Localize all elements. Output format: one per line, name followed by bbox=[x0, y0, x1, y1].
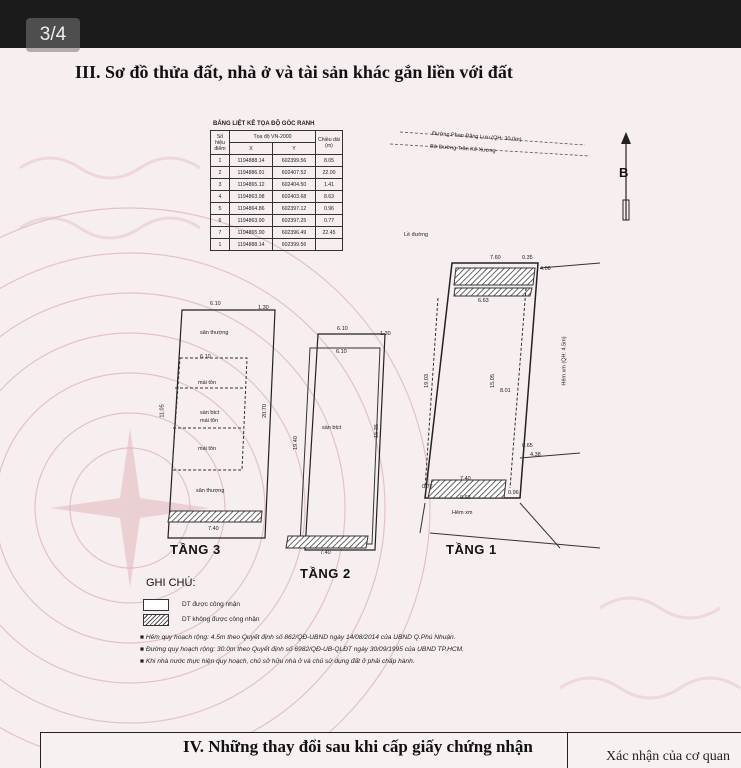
dim-label: 6.10 bbox=[336, 349, 347, 355]
cell: 602396.49 bbox=[273, 227, 316, 239]
cell: 1194863.98 bbox=[230, 191, 273, 203]
cell: 3 bbox=[211, 179, 230, 191]
cell: 602399.56 bbox=[273, 239, 316, 251]
cell: 602404.50 bbox=[273, 179, 316, 191]
dim-label: 6.63 bbox=[460, 495, 471, 501]
dim-label: 6.10 bbox=[210, 301, 221, 307]
cell: 1194888.14 bbox=[230, 239, 273, 251]
dim-label: 4.38 bbox=[530, 452, 541, 458]
cell: 5 bbox=[211, 203, 230, 215]
floor-1-label: TẦNG 1 bbox=[446, 542, 497, 557]
floor-2-plan bbox=[286, 334, 385, 550]
room-label: sàn btct bbox=[200, 410, 220, 416]
note-text: Khi nhà nước thực hiện quy hoạch, chủ sở hữu nhà ở và chủ sử dụng đất ở phải chấp hành. bbox=[145, 658, 415, 665]
dim-label: 1.30 bbox=[380, 331, 391, 337]
section-4-right-cell bbox=[567, 733, 741, 768]
legend-swatch-recognized bbox=[143, 599, 169, 611]
cell: 2 bbox=[211, 167, 230, 179]
road-label-tran-ke-xuong: Bờ Đường Trần Kế Xương bbox=[429, 143, 496, 155]
cell: 0.96 bbox=[316, 203, 343, 215]
legend-title: GHI CHÚ: bbox=[146, 577, 196, 589]
coord-table-title: BẢNG LIỆT KÊ TỌA ĐỘ GÓC RANH bbox=[213, 121, 315, 127]
cell: 1.41 bbox=[316, 179, 343, 191]
room-label: mái tôn bbox=[198, 446, 217, 452]
page-counter: 3/4 bbox=[26, 18, 80, 52]
cell: 602403.68 bbox=[273, 191, 316, 203]
dim-label: 6.10 bbox=[200, 354, 211, 360]
road-label-phan-dang-luu: Đường Phan Đăng Lưu (QH: 30.0m) bbox=[431, 130, 522, 144]
cell: 1 bbox=[211, 155, 230, 167]
room-label: sân thượng bbox=[200, 330, 229, 336]
floor-1-plan bbox=[420, 263, 600, 548]
cell: 8.05 bbox=[316, 155, 343, 167]
note-text: Đường quy hoạch rộng: 30.0m theo Quyết định số 6982/QĐ-UB-QLĐT ngày 30/09/1995 của UBND TP.HCM. bbox=[145, 646, 464, 653]
road-label-hem-right: Hẻm xm (QH: 4.5m) bbox=[561, 336, 568, 386]
dim-label: 19.40 bbox=[292, 436, 299, 450]
cell: 1194865.90 bbox=[230, 227, 273, 239]
cell: 0.77 bbox=[316, 215, 343, 227]
cell: 4 bbox=[211, 191, 230, 203]
dim-label: 0.77 bbox=[422, 484, 433, 490]
room-label: mái tôn bbox=[198, 380, 217, 386]
road-label-hem-bottom: Hẻm xm bbox=[452, 510, 473, 516]
cell: 602407.52 bbox=[273, 167, 316, 179]
certificate-page bbox=[0, 48, 741, 768]
dim-label: 20.70 bbox=[261, 404, 268, 418]
dim-label: 7.40 bbox=[460, 476, 471, 482]
header-coords: Tọa độ VN-2000 bbox=[230, 131, 316, 143]
dim-label: 6.63 bbox=[478, 298, 489, 304]
dim-label: 7.40 bbox=[208, 526, 219, 532]
floor-3-plan bbox=[168, 310, 275, 538]
dim-label: 15.05 bbox=[489, 374, 496, 388]
cell: 7 bbox=[211, 227, 230, 239]
header-x: X bbox=[230, 143, 273, 155]
header-y: Y bbox=[273, 143, 316, 155]
floor-3-label: TẦNG 3 bbox=[170, 542, 221, 557]
dim-label: 1.30 bbox=[258, 305, 269, 311]
floor-2-label: TẦNG 2 bbox=[300, 566, 351, 581]
dim-label: 4.06 bbox=[540, 266, 551, 272]
header-length: Chiều dài (m) bbox=[316, 131, 343, 155]
section-4-title: IV. Những thay đổi sau khi cấp giấy chứng nhận bbox=[183, 737, 533, 756]
road-label-le-duong: Lề đường bbox=[404, 232, 429, 238]
dim-label: 7.40 bbox=[320, 550, 331, 556]
cell: 22.45 bbox=[316, 227, 343, 239]
cell: 602399.56 bbox=[273, 155, 316, 167]
cell: 8.63 bbox=[316, 191, 343, 203]
note-item: ■ Hẻm quy hoạch rộng: 4.5m theo Quyết định số 862/QĐ-UBND ngày 14/08/2014 của UBND Q.Phú Nhuận. bbox=[140, 634, 456, 641]
dim-label: 7.60 bbox=[490, 255, 501, 261]
note-item: ■ Khi nhà nước thực hiện quy hoạch, chủ sở hữu nhà ở và chủ sử dụng đất ở phải chấp hành. bbox=[140, 658, 415, 665]
cell: 1 bbox=[211, 239, 230, 251]
room-label: sàn btct bbox=[322, 425, 342, 431]
cell: 602397.25 bbox=[273, 215, 316, 227]
dim-label: 11.05 bbox=[159, 404, 166, 418]
cell: 1194886.91 bbox=[230, 167, 273, 179]
cell: 1194864.86 bbox=[230, 203, 273, 215]
legend-swatch-not-recognized bbox=[143, 614, 169, 626]
room-label: 8.01 bbox=[500, 388, 511, 394]
dim-label: 0.96 bbox=[508, 490, 519, 496]
cell: 6 bbox=[211, 215, 230, 227]
legend-item-recognized: DT được công nhận bbox=[182, 601, 240, 608]
room-label: sân thượng bbox=[196, 488, 225, 494]
section-4-box bbox=[40, 732, 741, 768]
north-letter: B bbox=[619, 165, 629, 180]
dim-label: 0.35 bbox=[522, 255, 533, 261]
cell: 602397.12 bbox=[273, 203, 316, 215]
dim-label: 0.65 bbox=[522, 443, 533, 449]
cell: 22.00 bbox=[316, 167, 343, 179]
dim-label: 15.35 bbox=[373, 424, 380, 438]
cell: 1194865.12 bbox=[230, 179, 273, 191]
dim-label: 19.03 bbox=[423, 374, 430, 388]
note-item: ■ Đường quy hoạch rộng: 30.0m theo Quyết định số 6982/QĐ-UB-QLĐT ngày 30/09/1995 của UBND TP.HCM. bbox=[140, 646, 464, 653]
section-4-right-label: Xác nhận của cơ quan bbox=[606, 749, 731, 764]
header-point: Số hiệu điểm bbox=[211, 131, 230, 155]
note-text: Hẻm quy hoạch rộng: 4.5m theo Quyết định số 862/QĐ-UBND ngày 14/08/2014 của UBND Q.Phú Nhuận. bbox=[145, 634, 456, 641]
legend-item-not-recognized: DT không được công nhận bbox=[182, 616, 260, 623]
dim-label: 6.10 bbox=[337, 326, 348, 332]
room-label: mái tôn bbox=[200, 418, 219, 424]
cell: 1194888.14 bbox=[230, 155, 273, 167]
section-3-title: III. Sơ đồ thửa đất, nhà ở và tài sản khác gắn liền với đất bbox=[75, 62, 513, 82]
cell: 1194863.90 bbox=[230, 215, 273, 227]
